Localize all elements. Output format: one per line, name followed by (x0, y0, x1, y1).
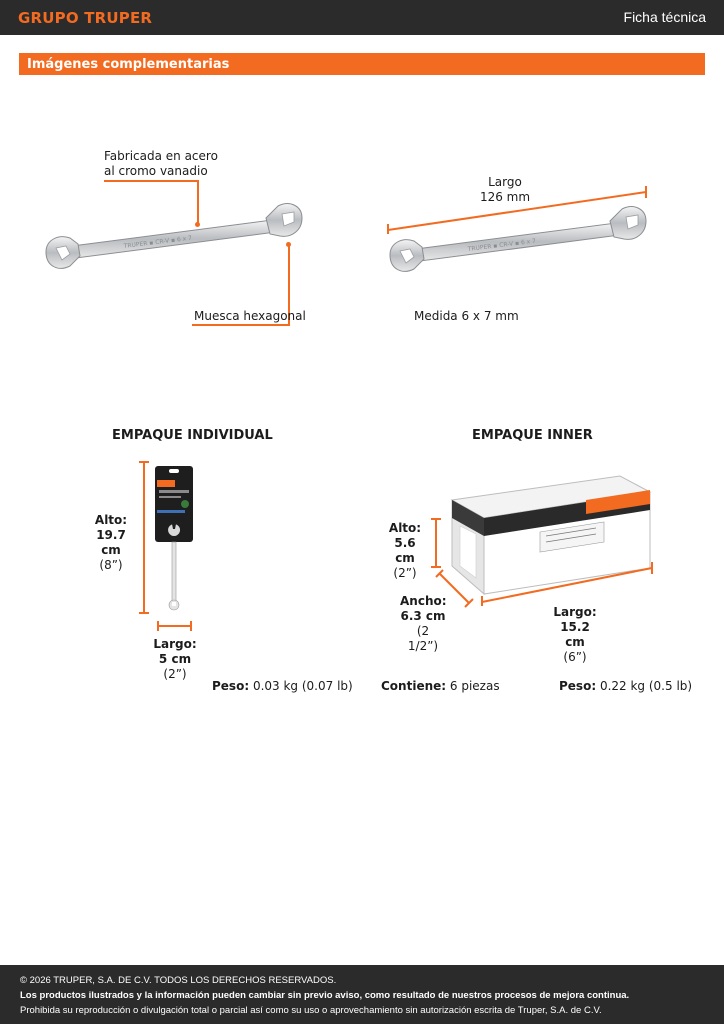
length-dimension-line (157, 625, 192, 627)
weight-label: Peso: (559, 679, 597, 693)
size-label: Medida 6 x 7 mm (414, 309, 519, 323)
length-label: Largo: (153, 637, 197, 651)
footer (0, 965, 724, 1024)
inner-width (400, 594, 446, 654)
wrench-image-left (44, 200, 306, 280)
height-label: Alto: (94, 513, 128, 527)
weight-value: 0.22 kg (0.5 lb) (599, 679, 693, 693)
material-callout (104, 149, 218, 179)
dimension-tick (139, 461, 149, 463)
footer-notice: Los productos ilustrados y la información pueden cambiar sin previo aviso, como resultado de nuestros procesos de mejora continua. (20, 990, 630, 1001)
length-cm: 15.2 cm (560, 620, 590, 649)
inner-contents (381, 679, 500, 694)
height-cm: 19.7 cm (96, 528, 126, 557)
footer-prohibition: Prohibida su reproducción o divulgación total o parcial así como su uso o aprovechamiento sin autorización escrita de Truper, S.A. de C.V. (20, 1005, 602, 1016)
top-bar (0, 0, 724, 35)
section-title: Imágenes complementarias (27, 57, 230, 72)
length-cm: 5 cm (158, 652, 192, 666)
contains-value: 6 piezas (449, 679, 500, 693)
height-dimension-line (143, 461, 145, 614)
individual-weight (212, 679, 353, 694)
callout-line (104, 180, 199, 182)
inner-height (384, 521, 426, 581)
notch-callout: Muesca hexagonal (194, 309, 306, 323)
section-header (19, 53, 705, 75)
material-line-2: al cromo vanadio (104, 164, 208, 178)
height-in: (2”) (393, 566, 417, 580)
svg-text:TRUPER ▪ CR-V ▪ 6 x 7: TRUPER ▪ CR-V ▪ 6 x 7 (467, 237, 537, 253)
individual-length (152, 637, 198, 682)
length-label: Largo: (553, 605, 597, 619)
dimension-tick (157, 621, 159, 631)
height-label: Alto: (388, 521, 422, 535)
weight-value: 0.03 kg (0.07 lb) (252, 679, 353, 693)
contains-label: Contiene: (381, 679, 447, 693)
svg-text:TRUPER ▪ CR-V ▪ 6 x 7: TRUPER ▪ CR-V ▪ 6 x 7 (123, 234, 193, 250)
inner-weight (559, 679, 692, 694)
inner-length (552, 605, 598, 665)
callout-line (192, 324, 290, 326)
length-in: (2”) (163, 667, 187, 681)
width-cm: 6.3 cm (400, 609, 446, 623)
length-label: Largo (488, 175, 522, 189)
length-in: (6”) (563, 650, 587, 664)
length-value: 126 mm (479, 190, 531, 204)
footer-copyright: © 2026 TRUPER, S.A. DE C.V. TODOS LOS DERECHOS RESERVADOS. (20, 975, 337, 986)
document-type: Ficha técnica (623, 9, 706, 25)
height-cm: 5.6 cm (394, 536, 416, 565)
blister-pack-image (154, 466, 194, 612)
dimension-tick (190, 621, 192, 631)
individual-height (88, 513, 134, 573)
width-label: Ancho: (400, 594, 447, 608)
brand-logo: GRUPO TRUPER (18, 9, 153, 27)
inner-heading: EMPAQUE INNER (472, 428, 593, 443)
wrench-image-right (388, 203, 650, 283)
material-line-1: Fabricada en acero (104, 149, 218, 163)
width-in: (2 1/2”) (407, 624, 439, 653)
height-in: (8”) (99, 558, 123, 572)
dimension-tick (139, 612, 149, 614)
weight-label: Peso: (212, 679, 250, 693)
individual-heading: EMPAQUE INDIVIDUAL (112, 428, 273, 443)
length-dimension-line (478, 562, 656, 606)
